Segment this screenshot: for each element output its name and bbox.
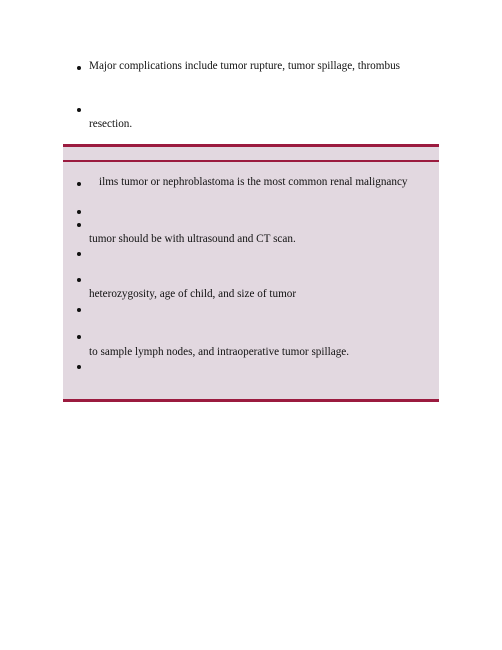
box-bullet-2 — [77, 210, 81, 214]
list-item-2-text: resection. — [89, 118, 133, 130]
box-item-1-text: ilms tumor or nephroblastoma is the most common renal malignancy — [99, 176, 408, 188]
box-bullet-3 — [77, 223, 81, 227]
box-bottom-rule — [63, 399, 439, 402]
box-top-rule — [63, 144, 439, 147]
box-bullet-1 — [77, 182, 81, 186]
bullet-2 — [77, 108, 81, 112]
box-header-rule — [63, 160, 439, 162]
box-bullet-6 — [77, 308, 81, 312]
box-bullet-8 — [77, 365, 81, 369]
box-item-3-text: heterozygosity, age of child, and size of tumor — [89, 288, 297, 300]
box-item-2-text: tumor should be with ultrasound and CT scan. — [89, 233, 296, 245]
box-item-4-text: to sample lymph nodes, and intraoperative tumor spillage. — [89, 346, 350, 358]
box-bullet-4 — [77, 252, 81, 256]
list-item-1-text: Major complications include tumor rupture, tumor spillage, thrombus — [89, 60, 401, 72]
box-bullet-7 — [77, 335, 81, 339]
bullet-1 — [77, 66, 81, 70]
box-bullet-5 — [77, 278, 81, 282]
